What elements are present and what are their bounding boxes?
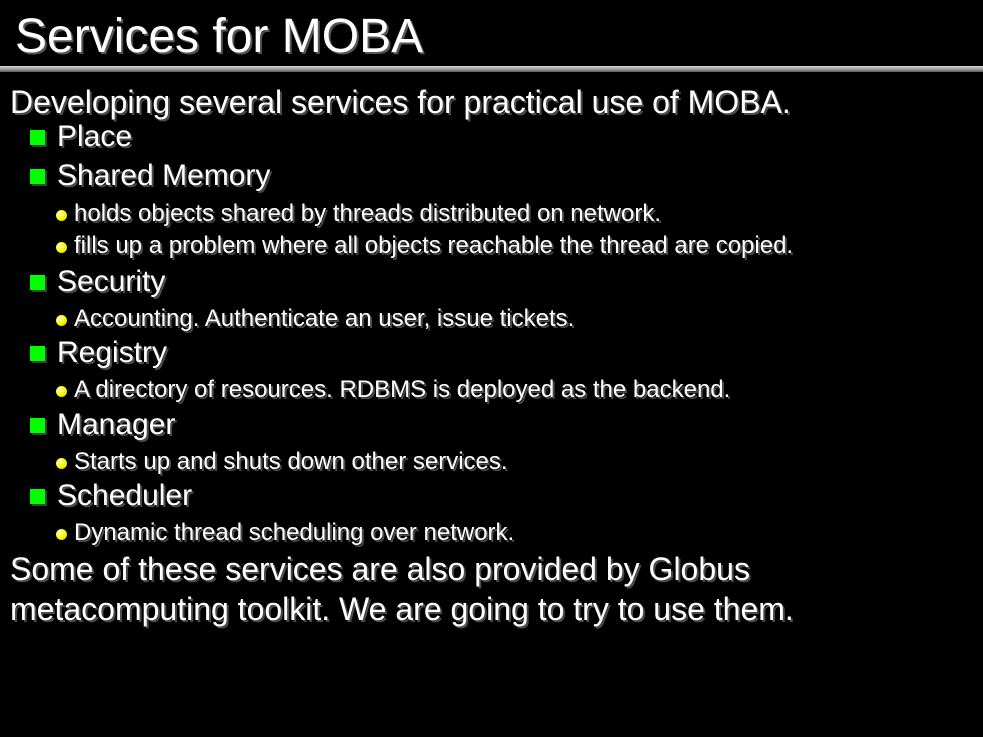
sub-bullet-item — [56, 199, 661, 229]
bullet-label: Shared Memory — [57, 159, 271, 192]
square-bullet-icon — [30, 275, 45, 290]
bullet-item-scheduler — [30, 478, 192, 514]
intro-text: Developing several services for practical use of MOBA. — [10, 84, 791, 120]
sub-bullet-text: Accounting. Authenticate an user, issue tickets. — [74, 305, 575, 332]
square-bullet-icon — [30, 130, 45, 145]
sub-bullet-item — [56, 518, 514, 548]
bullet-label: Registry — [57, 336, 168, 369]
sub-bullet-item — [56, 447, 508, 477]
bullet-item-registry — [30, 335, 167, 371]
sub-bullet-text: Starts up and shuts down other services. — [74, 448, 508, 475]
bullet-item-shared-memory — [30, 158, 270, 194]
bullet-item-security — [30, 264, 165, 300]
bullet-item-manager — [30, 407, 175, 443]
slide-title: Services for MOBA — [15, 10, 424, 63]
closing-text-line-1: Some of these services are also provided by Globus — [10, 551, 750, 587]
sub-bullet-text: fills up a problem where all objects reachable the thread are copied. — [74, 232, 794, 259]
bullet-item-place — [30, 119, 132, 155]
dot-bullet-icon — [56, 458, 67, 469]
square-bullet-icon — [30, 346, 45, 361]
closing-text-line-2: metacomputing toolkit. We are going to try to use them. — [10, 591, 794, 627]
dot-bullet-icon — [56, 386, 67, 397]
dot-bullet-icon — [56, 242, 67, 253]
bullet-label: Scheduler — [57, 479, 193, 512]
sub-bullet-item — [56, 231, 793, 261]
dot-bullet-icon — [56, 315, 67, 326]
sub-bullet-text: holds objects shared by threads distributed on network. — [74, 200, 662, 227]
bullet-label: Place — [57, 120, 133, 153]
sub-bullet-item — [56, 304, 574, 334]
dot-bullet-icon — [56, 210, 67, 221]
dot-bullet-icon — [56, 529, 67, 540]
square-bullet-icon — [30, 418, 45, 433]
square-bullet-icon — [30, 489, 45, 504]
sub-bullet-item — [56, 375, 730, 405]
sub-bullet-text: Dynamic thread scheduling over network. — [74, 519, 515, 546]
bullet-label: Manager — [57, 408, 176, 441]
bullet-label: Security — [57, 265, 166, 298]
title-divider — [0, 66, 983, 72]
square-bullet-icon — [30, 169, 45, 184]
sub-bullet-text: A directory of resources. RDBMS is deployed as the backend. — [74, 376, 731, 403]
